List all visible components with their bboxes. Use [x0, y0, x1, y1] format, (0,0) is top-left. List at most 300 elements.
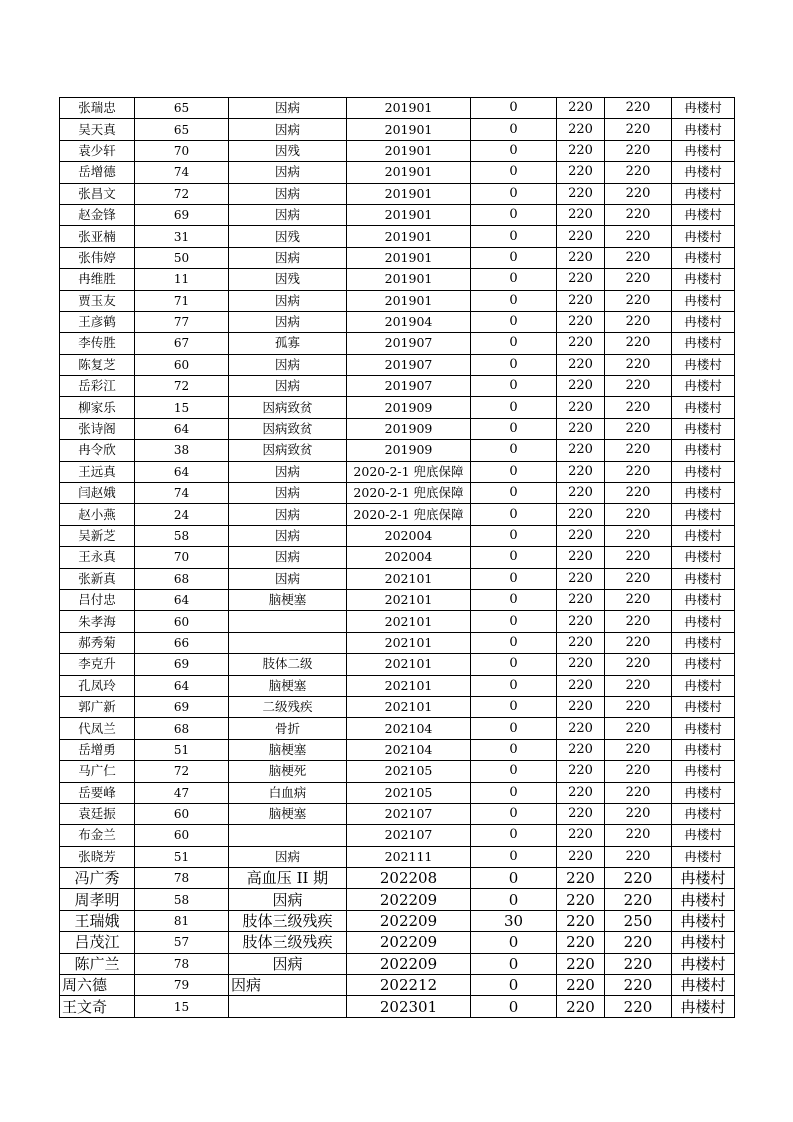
table-row — [60, 525, 735, 546]
village-cell: 冉楼村 — [672, 868, 735, 889]
base-amount-cell: 220 — [557, 269, 605, 290]
extra-amount-cell: 0 — [471, 589, 557, 610]
age-cell: 58 — [135, 889, 229, 910]
age-cell: 51 — [135, 739, 229, 760]
table-row — [60, 953, 735, 974]
extra-amount-cell: 0 — [471, 868, 557, 889]
table-row — [60, 846, 735, 867]
base-amount-cell: 220 — [557, 739, 605, 760]
age-cell: 78 — [135, 953, 229, 974]
reason-cell: 因病 — [229, 311, 347, 332]
table-row — [60, 632, 735, 653]
total-amount-cell: 220 — [605, 825, 672, 846]
village-cell: 冉楼村 — [672, 611, 735, 632]
total-amount-cell: 220 — [605, 461, 672, 482]
total-amount-cell: 220 — [605, 782, 672, 803]
age-cell: 24 — [135, 504, 229, 525]
extra-amount-cell: 0 — [471, 376, 557, 397]
date-cell: 201907 — [347, 376, 471, 397]
date-cell: 201901 — [347, 183, 471, 204]
village-cell: 冉楼村 — [672, 269, 735, 290]
total-amount-cell: 220 — [605, 269, 672, 290]
extra-amount-cell: 0 — [471, 140, 557, 161]
name-cell: 张新真 — [60, 568, 135, 589]
name-cell: 陈复芝 — [60, 354, 135, 375]
name-cell: 岳增勇 — [60, 739, 135, 760]
date-cell: 202004 — [347, 525, 471, 546]
base-amount-cell: 220 — [557, 718, 605, 739]
base-amount-cell: 220 — [557, 589, 605, 610]
extra-amount-cell: 0 — [471, 354, 557, 375]
date-cell: 202105 — [347, 761, 471, 782]
extra-amount-cell: 0 — [471, 568, 557, 589]
table-row — [60, 311, 735, 332]
name-cell: 周六德 — [60, 975, 135, 996]
name-cell: 袁廷振 — [60, 803, 135, 824]
village-cell: 冉楼村 — [672, 803, 735, 824]
table-row — [60, 183, 735, 204]
total-amount-cell: 220 — [605, 975, 672, 996]
extra-amount-cell: 0 — [471, 761, 557, 782]
date-cell: 201904 — [347, 311, 471, 332]
extra-amount-cell: 0 — [471, 461, 557, 482]
base-amount-cell: 220 — [557, 932, 605, 953]
base-amount-cell: 220 — [557, 204, 605, 225]
name-cell: 冉维胜 — [60, 269, 135, 290]
extra-amount-cell: 0 — [471, 675, 557, 696]
total-amount-cell: 220 — [605, 589, 672, 610]
reason-cell: 脑梗塞 — [229, 675, 347, 696]
reason-cell — [229, 996, 347, 1017]
village-cell: 冉楼村 — [672, 461, 735, 482]
reason-cell — [229, 611, 347, 632]
age-cell: 60 — [135, 611, 229, 632]
date-cell: 201909 — [347, 397, 471, 418]
extra-amount-cell: 0 — [471, 204, 557, 225]
reason-cell: 因病 — [229, 846, 347, 867]
base-amount-cell: 220 — [557, 696, 605, 717]
village-cell: 冉楼村 — [672, 418, 735, 439]
reason-cell: 因病致贫 — [229, 397, 347, 418]
name-cell: 张晓芳 — [60, 846, 135, 867]
extra-amount-cell: 0 — [471, 440, 557, 461]
total-amount-cell: 220 — [605, 354, 672, 375]
table-row — [60, 975, 735, 996]
village-cell: 冉楼村 — [672, 226, 735, 247]
table-row — [60, 461, 735, 482]
extra-amount-cell: 0 — [471, 98, 557, 119]
base-amount-cell: 220 — [557, 333, 605, 354]
date-cell: 202301 — [347, 996, 471, 1017]
table-row — [60, 803, 735, 824]
base-amount-cell: 220 — [557, 440, 605, 461]
date-cell: 202104 — [347, 718, 471, 739]
extra-amount-cell: 0 — [471, 953, 557, 974]
reason-cell: 脑梗塞 — [229, 589, 347, 610]
base-amount-cell: 220 — [557, 311, 605, 332]
reason-cell: 因病 — [229, 119, 347, 140]
date-cell: 202107 — [347, 803, 471, 824]
reason-cell: 因病 — [229, 461, 347, 482]
date-cell: 201901 — [347, 119, 471, 140]
extra-amount-cell: 0 — [471, 932, 557, 953]
extra-amount-cell: 0 — [471, 269, 557, 290]
village-cell: 冉楼村 — [672, 547, 735, 568]
date-cell: 202111 — [347, 846, 471, 867]
total-amount-cell: 220 — [605, 568, 672, 589]
village-cell: 冉楼村 — [672, 397, 735, 418]
age-cell: 69 — [135, 204, 229, 225]
reason-cell: 因病 — [229, 376, 347, 397]
table-row — [60, 290, 735, 311]
table-row — [60, 226, 735, 247]
total-amount-cell: 220 — [605, 311, 672, 332]
name-cell: 赵金锋 — [60, 204, 135, 225]
base-amount-cell: 220 — [557, 611, 605, 632]
age-cell: 57 — [135, 932, 229, 953]
base-amount-cell: 220 — [557, 889, 605, 910]
total-amount-cell: 220 — [605, 803, 672, 824]
name-cell: 王永真 — [60, 547, 135, 568]
village-cell: 冉楼村 — [672, 98, 735, 119]
date-cell: 202101 — [347, 675, 471, 696]
age-cell: 72 — [135, 183, 229, 204]
village-cell: 冉楼村 — [672, 589, 735, 610]
name-cell: 王远真 — [60, 461, 135, 482]
table-row — [60, 504, 735, 525]
date-cell: 202209 — [347, 953, 471, 974]
date-cell: 202101 — [347, 611, 471, 632]
age-cell: 65 — [135, 98, 229, 119]
reason-cell: 因病致贫 — [229, 418, 347, 439]
village-cell: 冉楼村 — [672, 440, 735, 461]
reason-cell: 骨折 — [229, 718, 347, 739]
reason-cell: 肢体二级 — [229, 654, 347, 675]
total-amount-cell: 220 — [605, 290, 672, 311]
date-cell: 202104 — [347, 739, 471, 760]
base-amount-cell: 220 — [557, 846, 605, 867]
base-amount-cell: 220 — [557, 675, 605, 696]
date-cell: 201901 — [347, 247, 471, 268]
total-amount-cell: 220 — [605, 718, 672, 739]
village-cell: 冉楼村 — [672, 782, 735, 803]
name-cell: 孔凤玲 — [60, 675, 135, 696]
total-amount-cell: 220 — [605, 846, 672, 867]
base-amount-cell: 220 — [557, 183, 605, 204]
date-cell: 201907 — [347, 354, 471, 375]
total-amount-cell: 220 — [605, 98, 672, 119]
date-cell: 201901 — [347, 226, 471, 247]
extra-amount-cell: 0 — [471, 333, 557, 354]
roster-body — [60, 98, 735, 1018]
table-row — [60, 547, 735, 568]
reason-cell: 白血病 — [229, 782, 347, 803]
date-cell: 202209 — [347, 889, 471, 910]
age-cell: 38 — [135, 440, 229, 461]
age-cell: 50 — [135, 247, 229, 268]
date-cell: 201907 — [347, 333, 471, 354]
date-cell: 2020-2-1 兜底保障 — [347, 504, 471, 525]
extra-amount-cell: 0 — [471, 290, 557, 311]
name-cell: 王彦鹤 — [60, 311, 135, 332]
name-cell: 代凤兰 — [60, 718, 135, 739]
extra-amount-cell: 30 — [471, 910, 557, 931]
date-cell: 202208 — [347, 868, 471, 889]
age-cell: 70 — [135, 140, 229, 161]
age-cell: 71 — [135, 290, 229, 311]
total-amount-cell: 250 — [605, 910, 672, 931]
table-row — [60, 140, 735, 161]
assistance-roster-table — [59, 97, 735, 1018]
date-cell: 2020-2-1 兜底保障 — [347, 461, 471, 482]
reason-cell: 因病 — [229, 568, 347, 589]
village-cell: 冉楼村 — [672, 525, 735, 546]
reason-cell: 因病 — [229, 525, 347, 546]
extra-amount-cell: 0 — [471, 504, 557, 525]
name-cell: 张瑞忠 — [60, 98, 135, 119]
age-cell: 79 — [135, 975, 229, 996]
age-cell: 70 — [135, 547, 229, 568]
extra-amount-cell: 0 — [471, 183, 557, 204]
name-cell: 吕茂江 — [60, 932, 135, 953]
village-cell: 冉楼村 — [672, 696, 735, 717]
name-cell: 郭广新 — [60, 696, 135, 717]
date-cell: 201901 — [347, 204, 471, 225]
name-cell: 吴天真 — [60, 119, 135, 140]
reason-cell: 因残 — [229, 269, 347, 290]
total-amount-cell: 220 — [605, 889, 672, 910]
table-row — [60, 568, 735, 589]
age-cell: 60 — [135, 354, 229, 375]
name-cell: 冉令欣 — [60, 440, 135, 461]
total-amount-cell: 220 — [605, 868, 672, 889]
total-amount-cell: 220 — [605, 953, 672, 974]
base-amount-cell: 220 — [557, 162, 605, 183]
date-cell: 201909 — [347, 418, 471, 439]
table-row — [60, 696, 735, 717]
extra-amount-cell: 0 — [471, 996, 557, 1017]
total-amount-cell: 220 — [605, 996, 672, 1017]
age-cell: 72 — [135, 761, 229, 782]
village-cell: 冉楼村 — [672, 183, 735, 204]
base-amount-cell: 220 — [557, 632, 605, 653]
village-cell: 冉楼村 — [672, 204, 735, 225]
date-cell: 201909 — [347, 440, 471, 461]
name-cell: 周孝明 — [60, 889, 135, 910]
name-cell: 陈广兰 — [60, 953, 135, 974]
age-cell: 60 — [135, 825, 229, 846]
reason-cell: 因病 — [229, 504, 347, 525]
base-amount-cell: 220 — [557, 803, 605, 824]
age-cell: 72 — [135, 376, 229, 397]
total-amount-cell: 220 — [605, 504, 672, 525]
name-cell: 岳增德 — [60, 162, 135, 183]
village-cell: 冉楼村 — [672, 654, 735, 675]
age-cell: 74 — [135, 162, 229, 183]
table-row — [60, 589, 735, 610]
total-amount-cell: 220 — [605, 611, 672, 632]
name-cell: 岳要峰 — [60, 782, 135, 803]
date-cell: 2020-2-1 兜底保障 — [347, 483, 471, 504]
reason-cell: 因病 — [229, 183, 347, 204]
table-row — [60, 119, 735, 140]
village-cell: 冉楼村 — [672, 247, 735, 268]
base-amount-cell: 220 — [557, 418, 605, 439]
reason-cell — [229, 825, 347, 846]
village-cell: 冉楼村 — [672, 675, 735, 696]
name-cell: 朱孝海 — [60, 611, 135, 632]
date-cell: 202209 — [347, 910, 471, 931]
age-cell: 58 — [135, 525, 229, 546]
base-amount-cell: 220 — [557, 140, 605, 161]
total-amount-cell: 220 — [605, 119, 672, 140]
age-cell: 31 — [135, 226, 229, 247]
table-row — [60, 376, 735, 397]
age-cell: 51 — [135, 846, 229, 867]
date-cell: 202212 — [347, 975, 471, 996]
age-cell: 74 — [135, 483, 229, 504]
reason-cell: 因病 — [229, 247, 347, 268]
village-cell: 冉楼村 — [672, 290, 735, 311]
table-row — [60, 418, 735, 439]
table-row — [60, 718, 735, 739]
village-cell: 冉楼村 — [672, 504, 735, 525]
reason-cell: 因病 — [229, 354, 347, 375]
village-cell: 冉楼村 — [672, 953, 735, 974]
base-amount-cell: 220 — [557, 761, 605, 782]
village-cell: 冉楼村 — [672, 311, 735, 332]
extra-amount-cell: 0 — [471, 782, 557, 803]
total-amount-cell: 220 — [605, 183, 672, 204]
base-amount-cell: 220 — [557, 547, 605, 568]
reason-cell: 因病 — [229, 290, 347, 311]
base-amount-cell: 220 — [557, 953, 605, 974]
base-amount-cell: 220 — [557, 461, 605, 482]
reason-cell: 因病 — [229, 483, 347, 504]
reason-cell: 因病 — [229, 953, 347, 974]
reason-cell: 因病 — [229, 975, 347, 996]
total-amount-cell: 220 — [605, 418, 672, 439]
village-cell: 冉楼村 — [672, 376, 735, 397]
name-cell: 吴新芝 — [60, 525, 135, 546]
base-amount-cell: 220 — [557, 504, 605, 525]
village-cell: 冉楼村 — [672, 910, 735, 931]
name-cell: 柳家乐 — [60, 397, 135, 418]
extra-amount-cell: 0 — [471, 803, 557, 824]
table-row — [60, 932, 735, 953]
base-amount-cell: 220 — [557, 290, 605, 311]
name-cell: 张伟婷 — [60, 247, 135, 268]
reason-cell: 因病致贫 — [229, 440, 347, 461]
extra-amount-cell: 0 — [471, 825, 557, 846]
reason-cell — [229, 632, 347, 653]
base-amount-cell: 220 — [557, 782, 605, 803]
table-row — [60, 397, 735, 418]
reason-cell: 二级残疾 — [229, 696, 347, 717]
village-cell: 冉楼村 — [672, 718, 735, 739]
age-cell: 68 — [135, 568, 229, 589]
extra-amount-cell: 0 — [471, 547, 557, 568]
reason-cell: 因病 — [229, 162, 347, 183]
name-cell: 冯广秀 — [60, 868, 135, 889]
table-row — [60, 996, 735, 1017]
total-amount-cell: 220 — [605, 632, 672, 653]
date-cell: 202004 — [347, 547, 471, 568]
age-cell: 68 — [135, 718, 229, 739]
table-row — [60, 782, 735, 803]
name-cell: 袁少轩 — [60, 140, 135, 161]
extra-amount-cell: 0 — [471, 311, 557, 332]
reason-cell: 脑梗塞 — [229, 803, 347, 824]
total-amount-cell: 220 — [605, 675, 672, 696]
reason-cell: 因病 — [229, 204, 347, 225]
village-cell: 冉楼村 — [672, 162, 735, 183]
base-amount-cell: 220 — [557, 354, 605, 375]
extra-amount-cell: 0 — [471, 162, 557, 183]
reason-cell: 脑梗死 — [229, 761, 347, 782]
date-cell: 202105 — [347, 782, 471, 803]
name-cell: 布金兰 — [60, 825, 135, 846]
date-cell: 201901 — [347, 162, 471, 183]
extra-amount-cell: 0 — [471, 696, 557, 717]
base-amount-cell: 220 — [557, 910, 605, 931]
date-cell: 201901 — [347, 98, 471, 119]
age-cell: 65 — [135, 119, 229, 140]
village-cell: 冉楼村 — [672, 889, 735, 910]
base-amount-cell: 220 — [557, 483, 605, 504]
village-cell: 冉楼村 — [672, 483, 735, 504]
base-amount-cell: 220 — [557, 98, 605, 119]
age-cell: 64 — [135, 589, 229, 610]
table-row — [60, 889, 735, 910]
age-cell: 69 — [135, 696, 229, 717]
extra-amount-cell: 0 — [471, 525, 557, 546]
total-amount-cell: 220 — [605, 140, 672, 161]
table-row — [60, 739, 735, 760]
reason-cell: 肢体三级残疾 — [229, 932, 347, 953]
date-cell: 202101 — [347, 589, 471, 610]
village-cell: 冉楼村 — [672, 140, 735, 161]
table-row — [60, 162, 735, 183]
total-amount-cell: 220 — [605, 654, 672, 675]
reason-cell: 因残 — [229, 140, 347, 161]
extra-amount-cell: 0 — [471, 247, 557, 268]
date-cell: 201901 — [347, 269, 471, 290]
age-cell: 64 — [135, 418, 229, 439]
table-row — [60, 333, 735, 354]
name-cell: 赵小燕 — [60, 504, 135, 525]
village-cell: 冉楼村 — [672, 825, 735, 846]
extra-amount-cell: 0 — [471, 611, 557, 632]
total-amount-cell: 220 — [605, 547, 672, 568]
age-cell: 15 — [135, 397, 229, 418]
age-cell: 11 — [135, 269, 229, 290]
reason-cell: 因病 — [229, 98, 347, 119]
age-cell: 64 — [135, 461, 229, 482]
name-cell: 王文奇 — [60, 996, 135, 1017]
village-cell: 冉楼村 — [672, 846, 735, 867]
table-row — [60, 910, 735, 931]
age-cell: 69 — [135, 654, 229, 675]
table-row — [60, 868, 735, 889]
reason-cell: 肢体三级残疾 — [229, 910, 347, 931]
extra-amount-cell: 0 — [471, 483, 557, 504]
village-cell: 冉楼村 — [672, 739, 735, 760]
name-cell: 马广仁 — [60, 761, 135, 782]
village-cell: 冉楼村 — [672, 761, 735, 782]
date-cell: 202101 — [347, 696, 471, 717]
total-amount-cell: 220 — [605, 525, 672, 546]
